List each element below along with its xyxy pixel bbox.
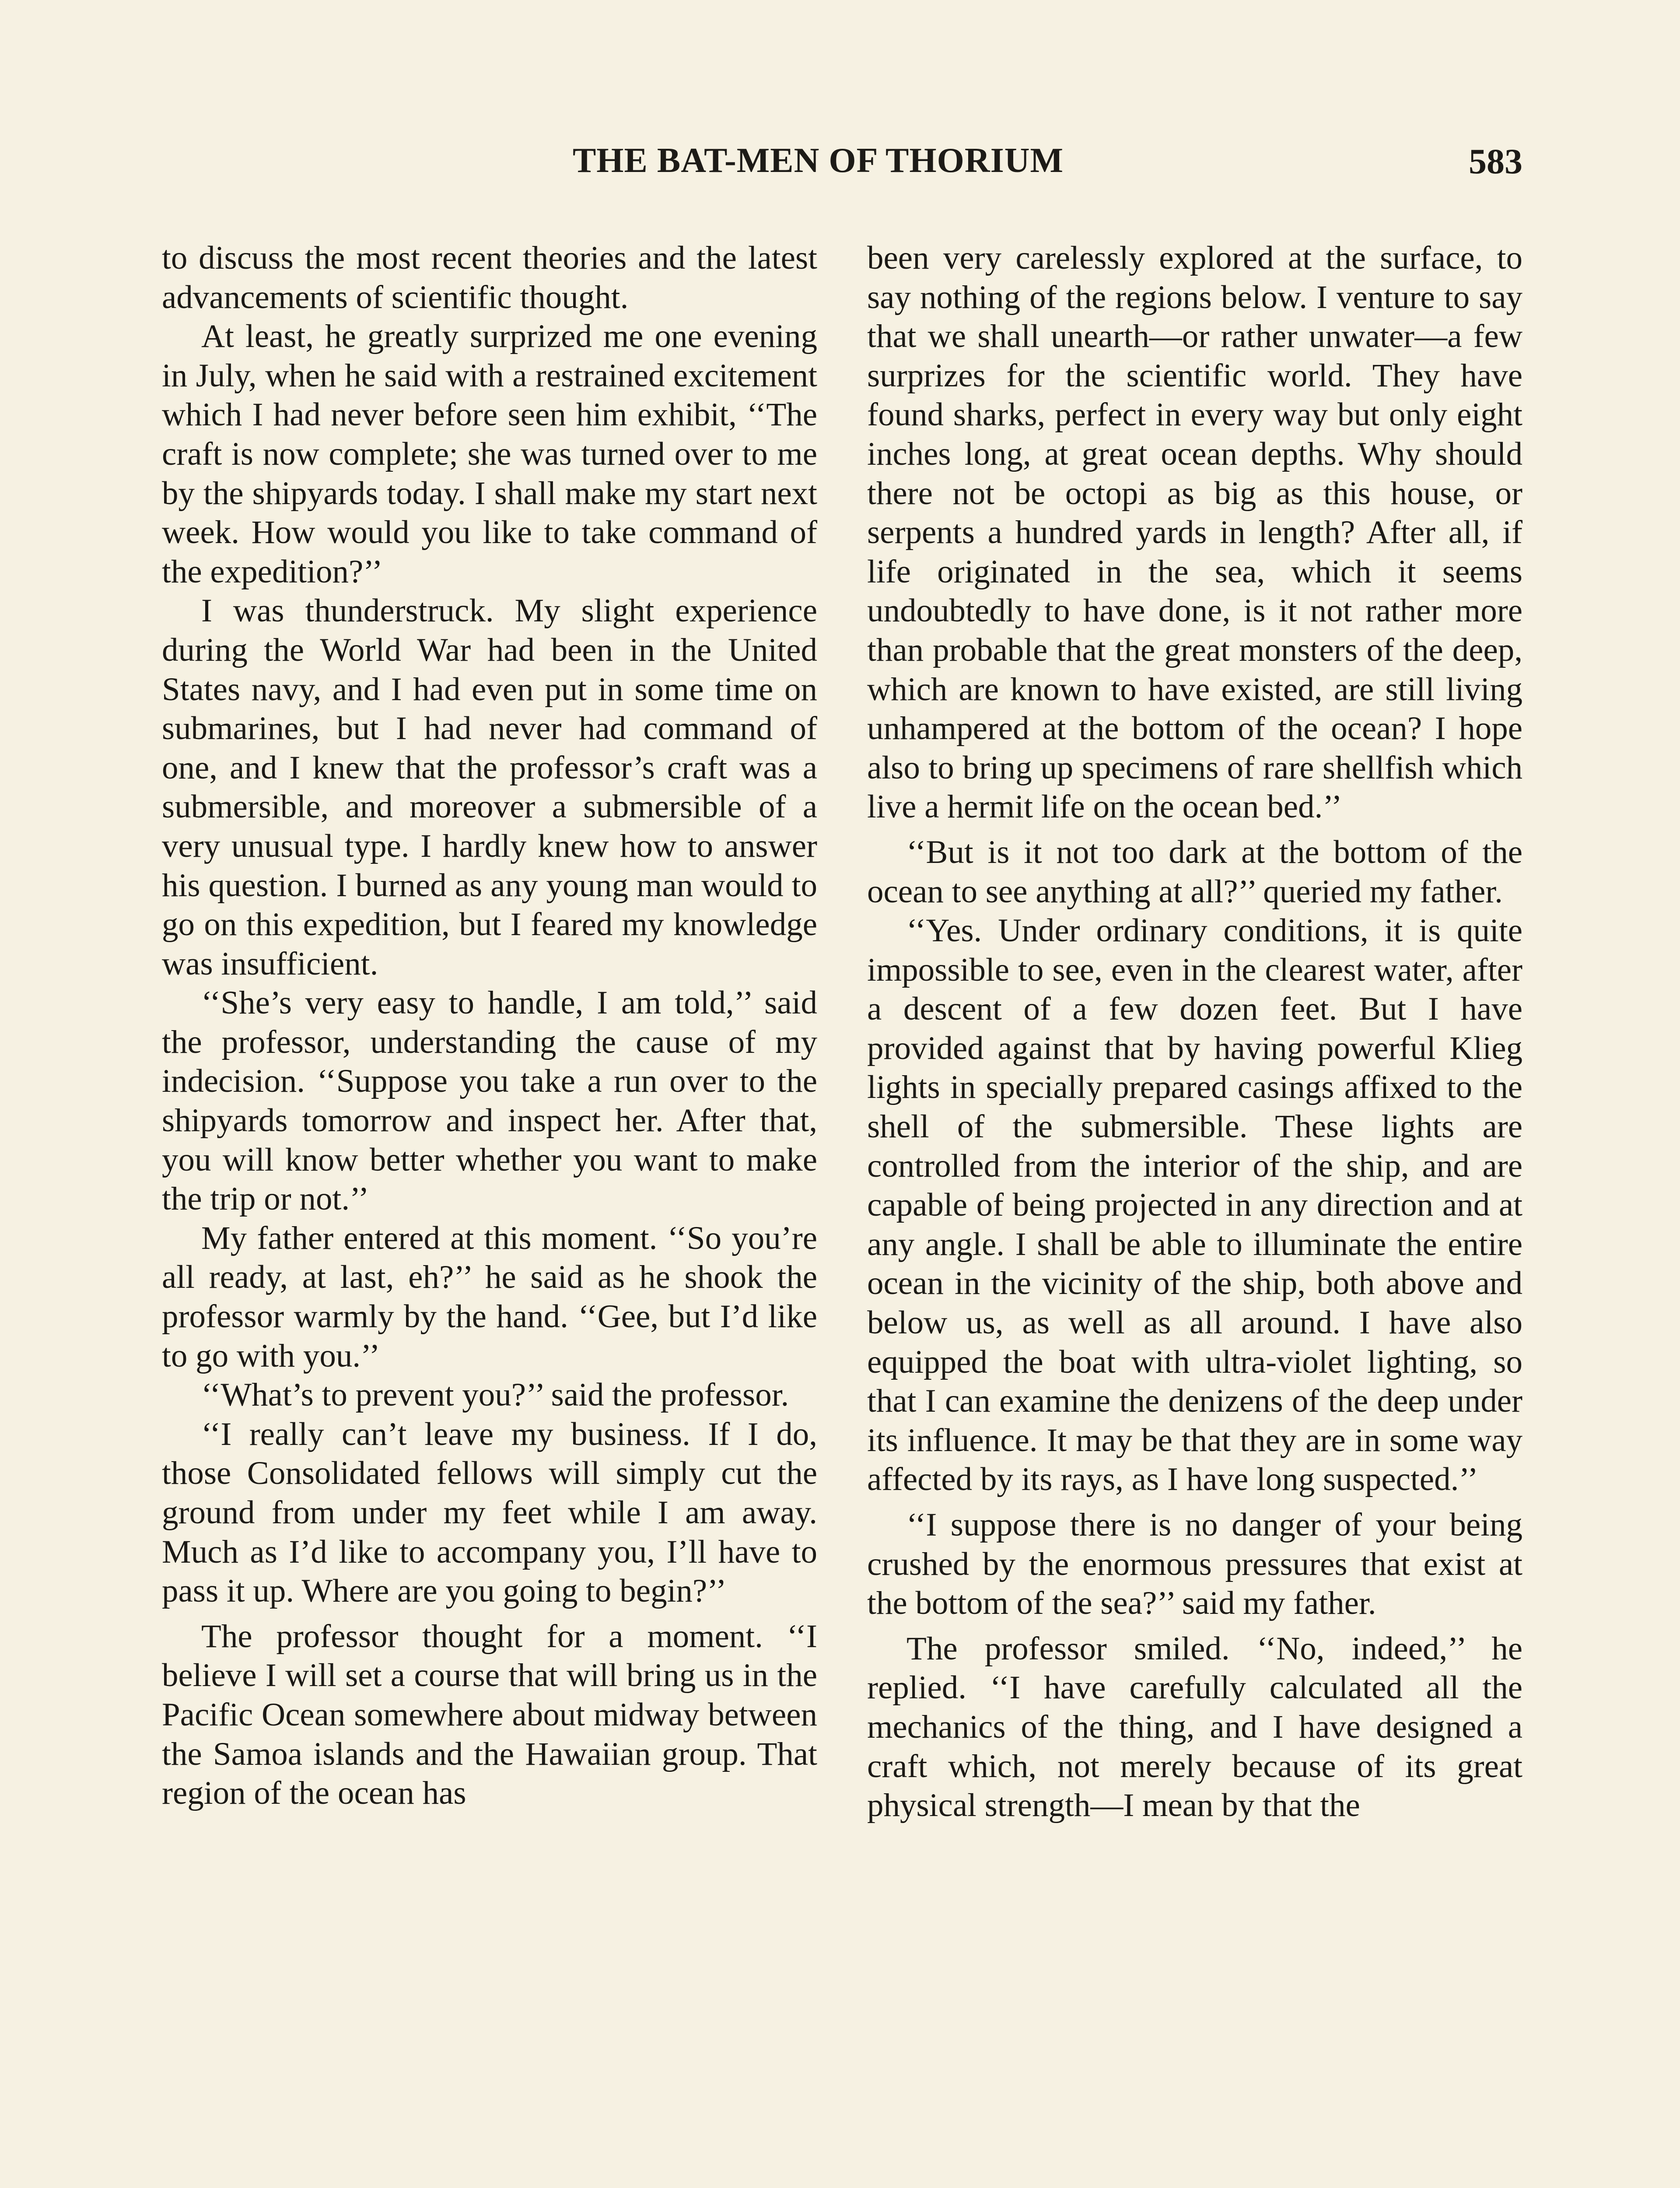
paragraph: ‘‘She’s very easy to handle, I am told,’’ said the professor, understanding the cause of my indecision. ‘‘Suppose you take a run over to the shipyards tomorrow and inspect her. After that, you will know better whether you want to make the trip or not.’’ xyxy=(162,985,817,1217)
paragraph: been very carelessly explored at the surface, to say nothing of the regions below. I venture to say that we shall unearth—or rather unwater—a few surprizes for the scientific world. They have found sharks, perfect in every way but only eight inches long, at great ocean depths. Why should there not be octopi as big as this house, or serpents a hundred yards in length? After all, if life originated in the sea, which it seems undoubtedly to have done, is it not rather more than probable that the great monsters of the deep, which are known to have existed, are still living unhampered at the bottom of the ocean? I hope also to bring up specimens of rare shellfish which live a hermit life on the ocean bed.’’ xyxy=(867,240,1522,825)
paragraph: My father entered at this moment. ‘‘So you’re all ready, at last, eh?’’ he said as he shook the professor warmly by the hand. ‘‘Gee, but I’d like to go with you.’’ xyxy=(162,1220,817,1374)
paragraph: At least, he greatly surprized me one evening in July, when he said with a restrained excitement which I had never before seen him exhibit, ‘‘The craft is now complete; she was turned over to me by the shipyards today. I shall make my start next week. How would you like to take command of the expedition?’’ xyxy=(162,318,817,590)
paragraph: to discuss the most recent theories and the latest advancements of scientific thought. xyxy=(162,240,817,316)
paragraph: The professor smiled. ‘‘No, indeed,’’ he replied. ‘‘I have carefully calculated all the mechanics of the thing, and I have designed a craft which, not merely because of its great physical strength—I mean by that the xyxy=(867,1630,1522,1824)
page-number: 583 xyxy=(1469,141,1522,181)
right-column xyxy=(867,238,1522,1825)
left-column xyxy=(162,238,817,1813)
paragraph: I was thunderstruck. My slight experience during the World War had been in the United States navy, and I had even put in some time on submarines, but I had never had command of one, and I knew that the professor’s craft was a submersible, and moreover a submersible of a very unusual type. I hardly knew how to answer his question. I burned as any young man would to go on this expedition, but I feared my knowledge was insufficient. xyxy=(162,593,817,982)
paragraph: ‘‘What’s to prevent you?’’ said the professor. xyxy=(201,1377,789,1413)
paragraph: ‘‘I really can’t leave my business. If I do, those Consolidated fellows will simply cut the ground from under my feet while I am away. Much as I’d like to accompany you, I’ll have to pass it up. Where are you going to begin?’’ xyxy=(162,1416,817,1609)
paragraph: ‘‘Yes. Under ordinary conditions, it is quite impossible to see, even in the clearest water, after a descent of a few dozen feet. But I have provided against that by having powerful Klieg lights in specially prepared casings affixed to the shell of the submersible. These lights are controlled from the interior of the ship, and are capable of being projected in any direction and at any angle. I shall be able to illuminate the entire ocean in the vicinity of the ship, both above and below us, as well as all around. I have also equipped the boat with ultra-violet lighting, so that I can examine the denizens of the deep under its influence. It may be that they are in some way affected by its rays, as I have long suspected.’’ xyxy=(867,912,1522,1498)
paragraph: ‘‘But is it not too dark at the bottom of the ocean to see anything at all?’’ queried my father. xyxy=(867,834,1522,910)
running-head xyxy=(162,141,1522,189)
running-title: THE BAT-MEN OF THORIUM xyxy=(572,141,1064,180)
paragraph: The professor thought for a moment. ‘‘I believe I will set a course that will bring us in the Pacific Ocean somewhere about midway between the Samoa islands and the Hawaiian group. That region of the ocean has xyxy=(162,1618,817,1812)
paragraph: ‘‘I suppose there is no danger of your being crushed by the enormous pressures that exist at the bottom of the sea?’’ said my father. xyxy=(867,1507,1522,1622)
